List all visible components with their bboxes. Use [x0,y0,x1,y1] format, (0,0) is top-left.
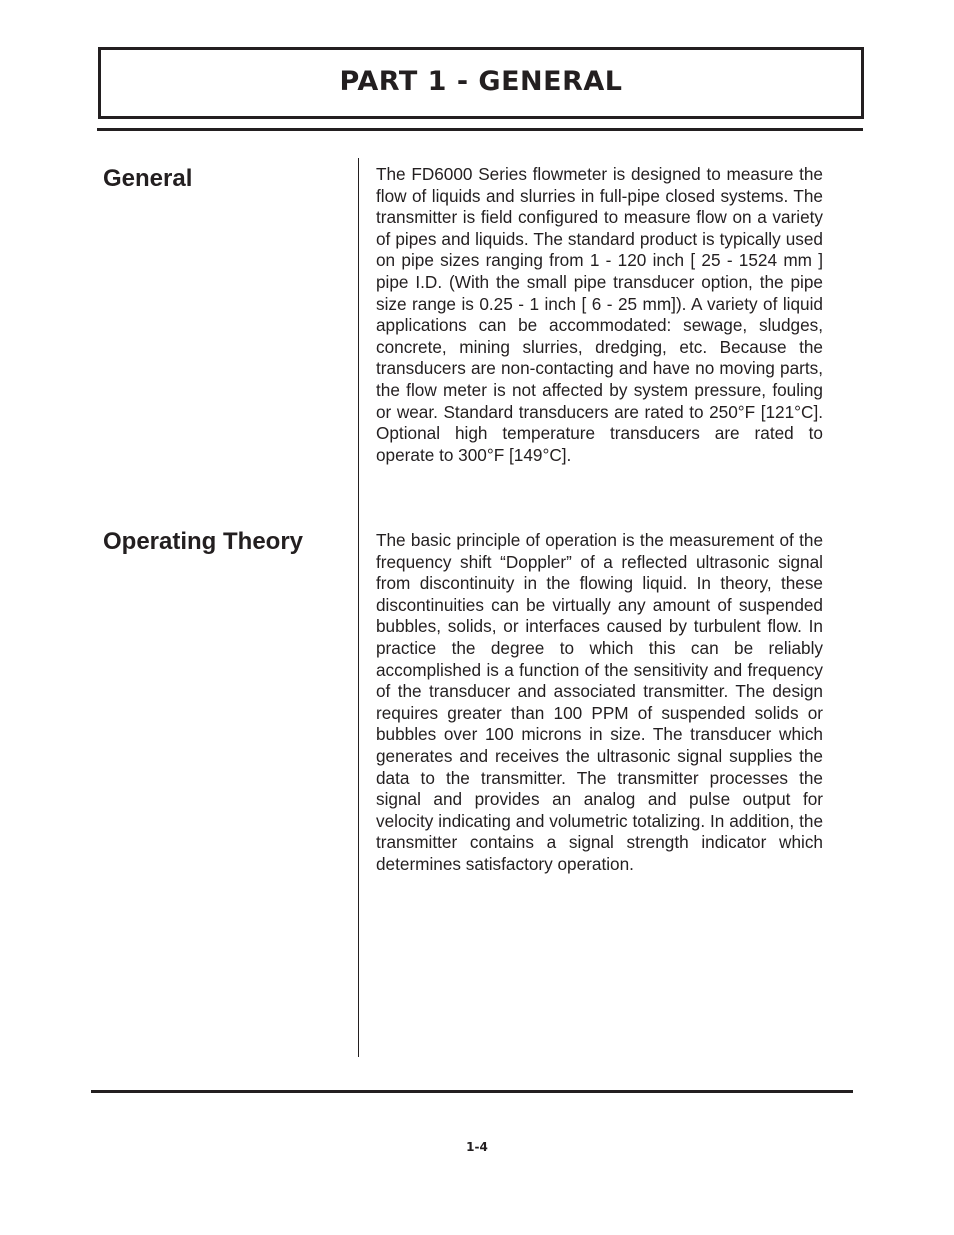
page-number: 1-4 [466,1140,488,1154]
page-title-box [98,47,864,119]
column-divider [358,158,359,1057]
footer-rule [91,1090,853,1093]
section-heading-operating-theory: Operating Theory [103,528,304,555]
header-rule [97,128,863,131]
page-title: PART 1 - GENERAL [339,65,623,97]
section-heading-general: General [103,165,193,192]
section-text-operating-theory: The basic principle of operation is the measurement of the frequency shift “Doppler” of a reflected ultrasonic signal from discontinuity in the flowing liquid. In theory, these discontinuities can be virtually any amount of suspended bubbles, solids, or interfaces caused by turbulent flow. In practice the degree to which this can be reliably accomplished is a function of the sensitivity and frequency of the transducer and associated transmitter. The design requires greater than 100 PPM of suspended solids or bubbles over 100 microns in size. The transducer which generates and receives the ultrasonic signal supplies the data to the transmitter. The transmitter processes the signal and provides an analog and pulse output for velocity indicating and volumetric totalizing. In addition, the transmitter contains a signal strength indicator which determines satisfactory operation. [376,530,823,874]
section-text-general: The FD6000 Series flowmeter is designed to measure the flow of liquids and slurries in full-pipe closed systems. The transmitter is field configured to measure flow on a variety of pipes and liquids. The standard product is typically used on pipe sizes ranging from 1 - 120 inch [ 25 - 1524 mm ] pipe I.D. (With the small pipe transducer option, the pipe size range is 0.25 - 1 inch [ 6 - 25 mm]). A variety of liquid applications can be accommodated: sewage, sludges, concrete, mining slurries, dredging, etc. Because the transducers are non-contacting and have no moving parts, the flow meter is not affected by system pressure, fouling or wear. Standard transducers are rated to 250°F [121°C]. Optional high temperature transducers are rated to operate to 300°F [149°C]. [376,164,823,465]
